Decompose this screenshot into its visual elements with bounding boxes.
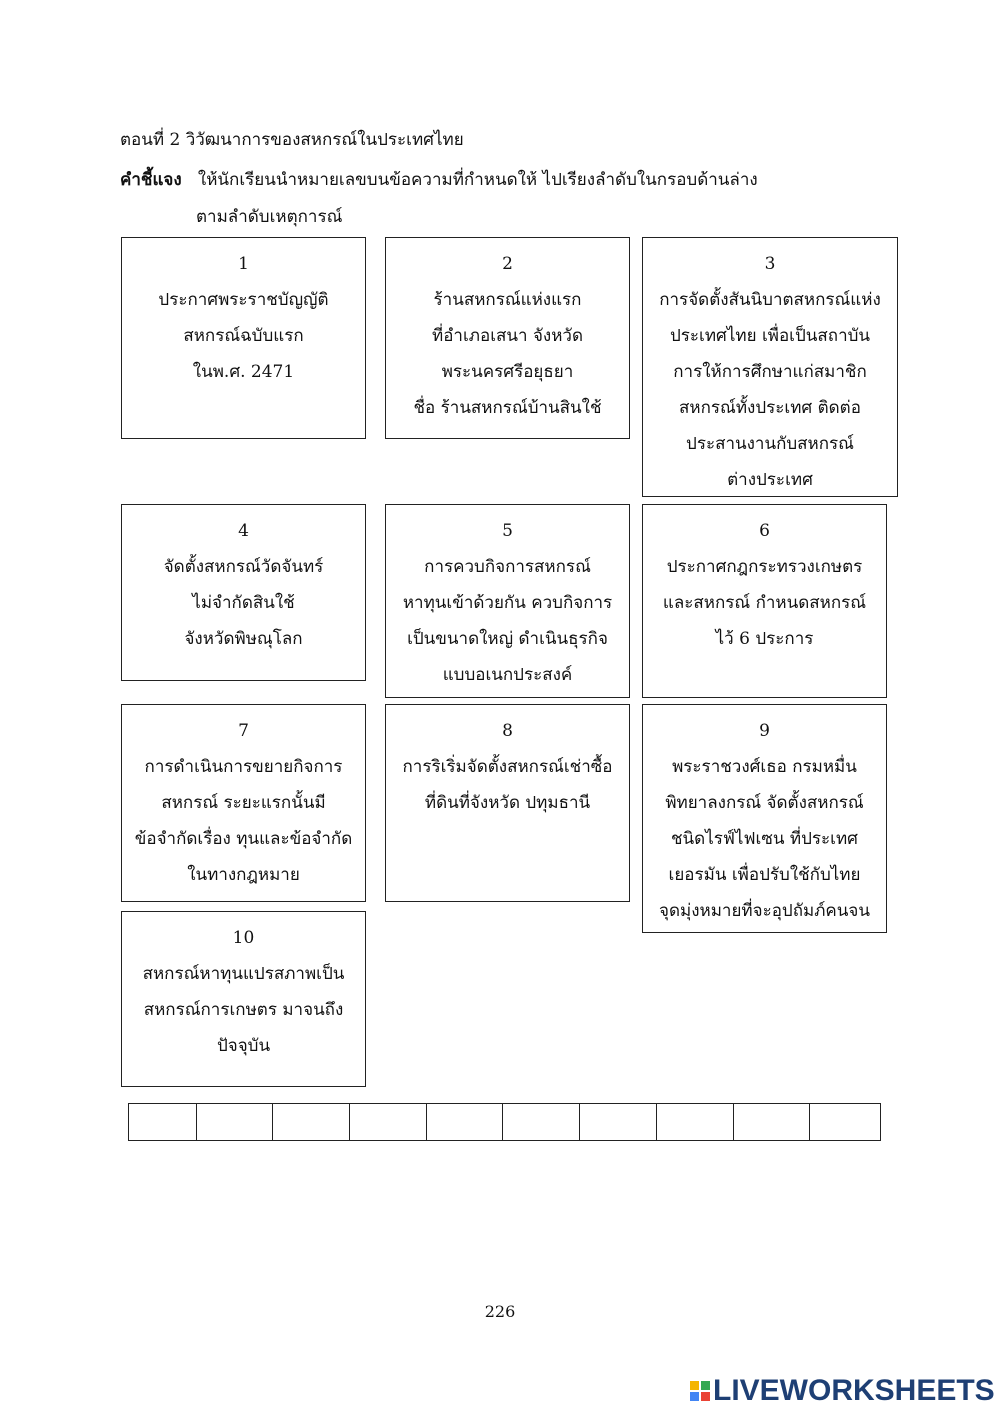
answer-cell[interactable] — [129, 1104, 197, 1140]
box-text-line: ประกาศกฎกระทรวงเกษตร — [666, 557, 863, 577]
logo-square — [701, 1381, 710, 1390]
box-text-line: ข้อจำกัดเรื่อง ทุนและข้อจำกัด — [134, 829, 353, 849]
box-number: 1 — [238, 254, 249, 274]
box-text-line: ไว้ 6 ประการ — [715, 629, 814, 649]
logo-squares-icon — [690, 1381, 710, 1401]
event-box — [121, 504, 366, 681]
box-text-line: การควบกิจการสหกรณ์ — [424, 557, 591, 577]
logo-square — [690, 1381, 699, 1390]
event-box — [642, 704, 887, 933]
box-text-line: ในทางกฎหมาย — [187, 865, 300, 885]
box-text-line: สหกรณ์ ระยะแรกนั้นมี — [161, 793, 326, 813]
box-number: 8 — [502, 721, 513, 741]
box-text-line: ประกาศพระราชบัญญัติ — [158, 290, 329, 310]
instruction-line-2: ตามลำดับเหตุการณ์ — [196, 207, 343, 227]
box-text-line: ต่างประเทศ — [727, 470, 813, 490]
event-box — [121, 911, 366, 1087]
box-text-line: จัดตั้งสหกรณ์วัดจันทร์ — [163, 557, 324, 577]
liveworksheets-logo[interactable] — [690, 1374, 995, 1408]
box-text-line: การให้การศึกษาแก่สมาชิก — [673, 362, 867, 382]
box-text-line: ในพ.ศ. 2471 — [192, 362, 295, 382]
instruction-text: ให้นักเรียนนำหมายเลขบนข้อความที่กำหนดให้ ไปเรียงลำดับในกรอบด้านล่าง — [197, 170, 758, 190]
box-text-line: จุดมุ่งหมายที่จะอุปถัมภ์คนจน — [658, 901, 870, 921]
page-number: 226 — [484, 1302, 516, 1321]
box-text-line: พระนครศรีอยุธยา — [441, 362, 574, 382]
box-number: 6 — [759, 521, 770, 541]
box-text-line: ที่อำเภอเสนา จังหวัด — [432, 326, 583, 346]
answer-cell[interactable] — [350, 1104, 427, 1140]
box-text-line: จังหวัดพิษณุโลก — [184, 629, 303, 649]
box-text-line: ชนิดไรฟ์ไฟเซน ที่ประเทศ — [671, 829, 858, 849]
box-text-line: แบบอเนกประสงค์ — [442, 665, 573, 685]
instruction-label: คำชี้แจง — [120, 170, 182, 190]
logo-text: LIVEWORKSHEETS — [713, 1374, 995, 1407]
box-text-line: ร้านสหกรณ์แห่งแรก — [433, 290, 582, 310]
answer-cell[interactable] — [503, 1104, 580, 1140]
event-box — [121, 237, 366, 439]
box-text-line: ประเทศไทย เพื่อเป็นสถาบัน — [669, 326, 871, 346]
box-text-line: เยอรมัน เพื่อปรับใช้กับไทย — [668, 865, 861, 885]
box-text-line: สหกรณ์ทั้งประเทศ ติดต่อ — [679, 398, 861, 418]
answer-cell[interactable] — [657, 1104, 734, 1140]
box-text-line: สหกรณ์หาทุนแปรสภาพเป็น — [142, 964, 345, 984]
box-text-line: ประสานงานกับสหกรณ์ — [686, 434, 854, 454]
logo-square — [690, 1392, 699, 1401]
event-box — [385, 704, 630, 902]
box-text-line: ที่ดินที่จังหวัด ปทุมธานี — [424, 793, 591, 813]
box-text-line: สหกรณ์ฉบับแรก — [183, 326, 304, 346]
box-text-line: พระราชวงศ์เธอ กรมหมื่น — [672, 757, 857, 777]
box-text-line: พิทยาลงกรณ์ จัดตั้งสหกรณ์ — [665, 793, 864, 813]
box-text-line: ปัจจุบัน — [216, 1036, 271, 1056]
event-box — [385, 237, 630, 439]
box-text-line: การจัดตั้งสันนิบาตสหกรณ์แห่ง — [659, 290, 881, 310]
box-text-line: หาทุนเข้าด้วยกัน ควบกิจการ — [402, 593, 613, 613]
box-number: 10 — [232, 928, 255, 948]
answer-cell[interactable] — [427, 1104, 504, 1140]
event-box — [642, 237, 898, 497]
event-box — [642, 504, 887, 698]
box-number: 5 — [502, 521, 513, 541]
event-box — [385, 504, 630, 698]
answer-cell[interactable] — [810, 1104, 880, 1140]
answer-row — [128, 1103, 881, 1141]
box-text-line: เป็นขนาดใหญ่ ดำเนินธุรกิจ — [407, 629, 608, 649]
box-number: 3 — [764, 254, 776, 274]
answer-cell[interactable] — [197, 1104, 274, 1140]
answer-cell[interactable] — [734, 1104, 811, 1140]
box-number: 9 — [759, 721, 770, 741]
event-box — [121, 704, 366, 902]
section-title: ตอนที่ 2 วิวัฒนาการของสหกรณ์ในประเทศไทย — [120, 130, 464, 150]
box-text-line: สหกรณ์การเกษตร มาจนถึง — [143, 1000, 344, 1020]
box-text-line: การดำเนินการขยายกิจการ — [144, 757, 343, 777]
box-text-line: การริเริ่มจัดตั้งสหกรณ์เช่าซื้อ — [402, 757, 613, 777]
box-number: 2 — [502, 254, 513, 274]
instruction-line-1 — [120, 166, 758, 193]
answer-cell[interactable] — [273, 1104, 350, 1140]
box-text-line: ไม่จำกัดสินใช้ — [192, 593, 295, 613]
box-text-line: ชื่อ ร้านสหกรณ์บ้านสินใช้ — [413, 398, 602, 418]
answer-cell[interactable] — [580, 1104, 657, 1140]
box-number: 7 — [238, 721, 249, 741]
box-text-line: และสหกรณ์ กำหนดสหกรณ์ — [662, 593, 867, 613]
box-number: 4 — [238, 521, 249, 541]
logo-square — [701, 1392, 710, 1401]
